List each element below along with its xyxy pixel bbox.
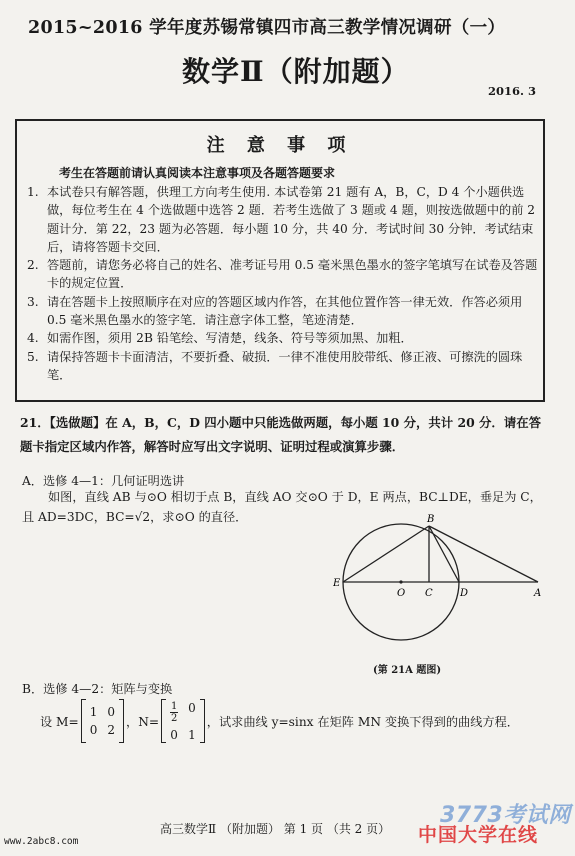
notice-item-number: 5.: [27, 349, 39, 364]
matrix-cell: 1: [89, 705, 98, 719]
notice-item-number: 4.: [27, 331, 39, 346]
fraction-numerator: 1: [170, 700, 178, 712]
exam-date: 2016. 3: [488, 84, 537, 98]
notice-box: [15, 119, 545, 402]
bracket-right: [119, 699, 124, 743]
notice-item: [27, 293, 539, 330]
matrix-m-prefix: 设 M=: [40, 714, 79, 729]
bracket-right: [200, 699, 205, 743]
notice-item-text: 答题前，请您务必将自己的姓名、准考证号用 0.5 毫米黑色墨水的签字笔填写在试卷及答题卡的规定位置．: [47, 258, 538, 291]
label-d: D: [460, 588, 469, 599]
matrix-n: [161, 699, 205, 743]
matrix-cell: 1: [188, 727, 196, 742]
notice-item-number: 2.: [27, 258, 39, 273]
label-e: E: [333, 578, 341, 589]
section-b-title: B．选修 4—2：矩阵与变换: [22, 682, 173, 696]
page-footer: 高三数学Ⅱ （附加题） 第 1 页 （共 2 页）: [160, 822, 391, 836]
watermark-text: 中国大学在线: [418, 824, 539, 846]
notice-item: [27, 183, 539, 256]
matrix-cell: 0: [107, 705, 116, 719]
notice-item-text: 如需作图，须用 2B 铅笔绘、写清楚，线条、符号等须加黑、加粗．: [47, 331, 413, 346]
notice-lead: 考生在答题前请认真阅读本注意事项及各题答题要求: [59, 166, 336, 180]
section-a-problem: 如图，直线 AB 与⊙O 相切于点 B，直线 AO 交⊙O 于 D，E 两点，BC⊥DE，垂足为 C，且 AD=3DC，BC=√2，求⊙O 的直径．: [22, 490, 542, 524]
section-a-title: A．选修 4—1：几何证明选讲: [22, 474, 185, 488]
exam-title: 2015~2016 学年度苏锡常镇四市高三教学情况调研（一）: [28, 18, 506, 38]
notice-item: [27, 329, 539, 347]
tangent-ba: [429, 526, 538, 582]
fraction-denominator: 2: [170, 712, 178, 724]
question-21-instructions: 21．【选做题】在 A，B，C，D 四小题中只能选做两题，每小题 10 分，共计 20 分．请在答题卡指定区域内作答，解答时应写出文字说明、证明过程或演算步骤．: [20, 415, 541, 454]
matrix-cell: 0: [170, 727, 178, 742]
notice-item: [27, 348, 539, 385]
notice-item-number: 1.: [27, 185, 39, 199]
matrix-n-prefix: ，N=: [126, 714, 160, 729]
label-b: B: [427, 514, 435, 525]
label-o: O: [397, 588, 406, 599]
notice-item-text: 请保持答题卡卡面清洁，不要折叠、破损．一律不准使用胶带纸、修正液、可擦洗的圆珠笔．: [47, 349, 523, 382]
watermark-logo: 3773考试网: [440, 803, 571, 828]
geometry-figure: [333, 510, 548, 680]
matrix-cell: 0: [89, 723, 98, 737]
notice-item-text: 本试卷只有解答题，供理工方向考生使用. 本试卷第 21 题有 A，B，C，D 4 个小题供选做，每位考生在 4 个选做题中选答 2 题．若考生选做了 3 题或 4 题，则按选做题中的前 2 题计分．第 22，23 题为必答题．每小题 10 分，共 40 分．考试时间 30 分钟．考试结束后，请将答题卡交回．: [47, 185, 536, 254]
label-a: A: [534, 588, 542, 599]
notice-item-number: 3.: [27, 294, 39, 309]
matrix-cell: 0: [188, 700, 196, 715]
section-b-problem: [40, 693, 560, 749]
center-point: [399, 580, 402, 583]
footer-url: www.2abc8.com: [4, 836, 79, 847]
notice-item: [27, 256, 539, 293]
exam-subtitle: 数学Ⅱ（附加题）: [182, 55, 410, 88]
matrix-cell-fraction: [170, 701, 178, 724]
notice-item-text: 请在答题卡上按照顺序在对应的答题区域内作答，在其他位置作答一律无效．作答必须用 0.5 毫米黑色墨水的签字笔．请注意字体工整，笔迹清楚．: [47, 294, 523, 328]
chord-be: [343, 526, 429, 582]
notice-list: [27, 183, 539, 384]
notice-heading: 注 意 事 项: [206, 135, 354, 156]
matrix-suffix: ，试求曲线 y=sinx 在矩阵 MN 变换下得到的曲线方程．: [206, 714, 519, 729]
figure-caption: (第 21A 题图): [373, 665, 442, 676]
label-c: C: [425, 588, 433, 599]
matrix-m: [81, 699, 124, 743]
matrix-cell: 2: [107, 723, 116, 737]
